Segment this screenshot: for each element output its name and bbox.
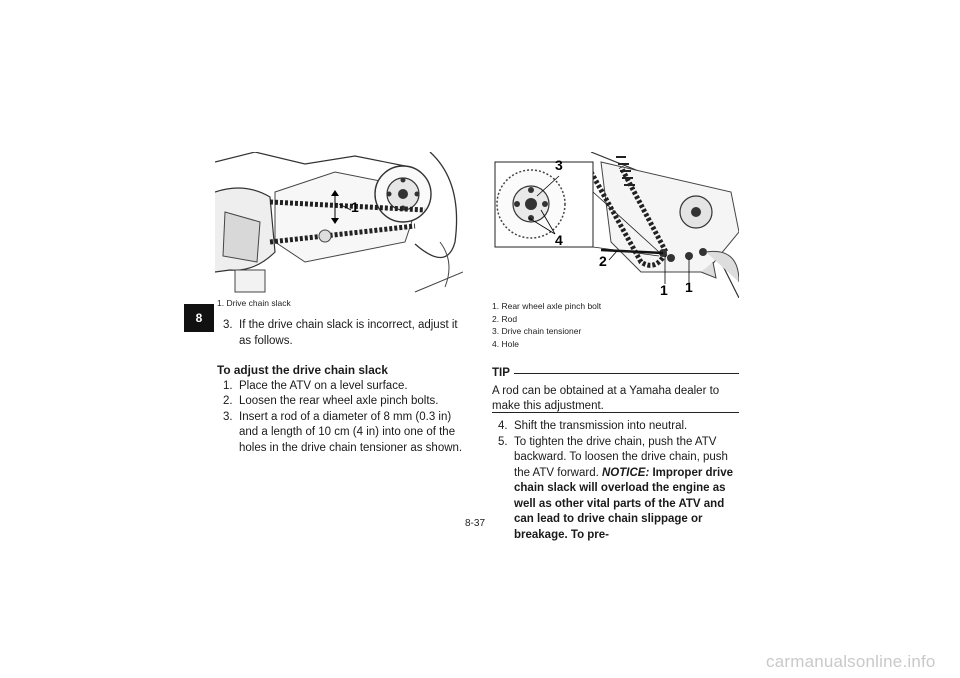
step-text: To tighten the drive chain, push the ATV backward. To loosen the drive chain, push the ATV forward. xyxy=(514,435,728,479)
step-number: 5. xyxy=(498,435,508,448)
caption-item: 1. Rear wheel axle pinch bolt xyxy=(492,301,602,311)
notice-text: Improper drive chain slack will overload the engine as well as other vital parts of the ATV and can lead to drive chain slippage or breakage. To pre- xyxy=(514,466,733,541)
adjust-heading: To adjust the drive chain slack xyxy=(217,363,388,377)
step-text: Shift the transmission into neutral. xyxy=(514,420,688,432)
step-text: Place the ATV on a level surface. xyxy=(239,379,408,392)
figure-right-captions xyxy=(492,300,601,350)
step-text: If the drive chain slack is incorrect, adjust it as follows. xyxy=(239,319,458,347)
left-column xyxy=(217,318,467,456)
step-1 xyxy=(217,379,467,395)
step-number: 3. xyxy=(223,410,233,423)
callout-3: 3 xyxy=(555,157,563,173)
caption-item: 4. Hole xyxy=(492,338,519,349)
callout-1a: 1 xyxy=(660,282,668,298)
step-number: 4. xyxy=(498,420,508,432)
watermark: carmanualsonline.info xyxy=(766,652,936,671)
caption-item: 3. Drive chain tensioner xyxy=(492,326,582,336)
page-number: 8-37 xyxy=(465,518,486,529)
step-text: Loosen the rear wheel axle pinch bolts. xyxy=(239,395,439,407)
step-2 xyxy=(217,394,467,410)
figure-tensioner xyxy=(491,152,739,298)
caption-item: 2. Rod xyxy=(492,313,518,324)
tip-label: TIP xyxy=(492,367,514,379)
step-3 xyxy=(217,410,467,457)
figure-drive-chain-slack xyxy=(215,152,463,298)
step-5 xyxy=(492,435,742,544)
callout-1: 1 xyxy=(351,199,359,215)
right-column xyxy=(492,419,742,543)
callout-1b: 1 xyxy=(685,279,693,295)
step-text: Insert a rod of a diameter of 8 mm (0.3 in) and a length of 10 cm (4 in) into one of the holes in the drive chain tensioner as shown. xyxy=(239,410,463,454)
figure-left-caption: 1. Drive chain slack xyxy=(217,298,291,308)
tip-box xyxy=(492,367,739,413)
step-number: 3. xyxy=(223,319,233,331)
step-4 xyxy=(492,419,742,435)
step-number: 1. xyxy=(223,379,233,392)
callout-4: 4 xyxy=(555,232,563,248)
tip-text: A rod can be obtained at a Yamaha dealer to make this adjustment. xyxy=(492,384,720,412)
section-tab: 8 xyxy=(184,304,214,332)
drive-chain-illustration xyxy=(215,152,463,298)
step-number: 2. xyxy=(223,395,233,407)
tensioner-illustration xyxy=(491,152,739,298)
step-3-intro xyxy=(217,318,467,349)
notice-label: NOTICE: xyxy=(602,466,650,479)
callout-2: 2 xyxy=(599,253,607,269)
